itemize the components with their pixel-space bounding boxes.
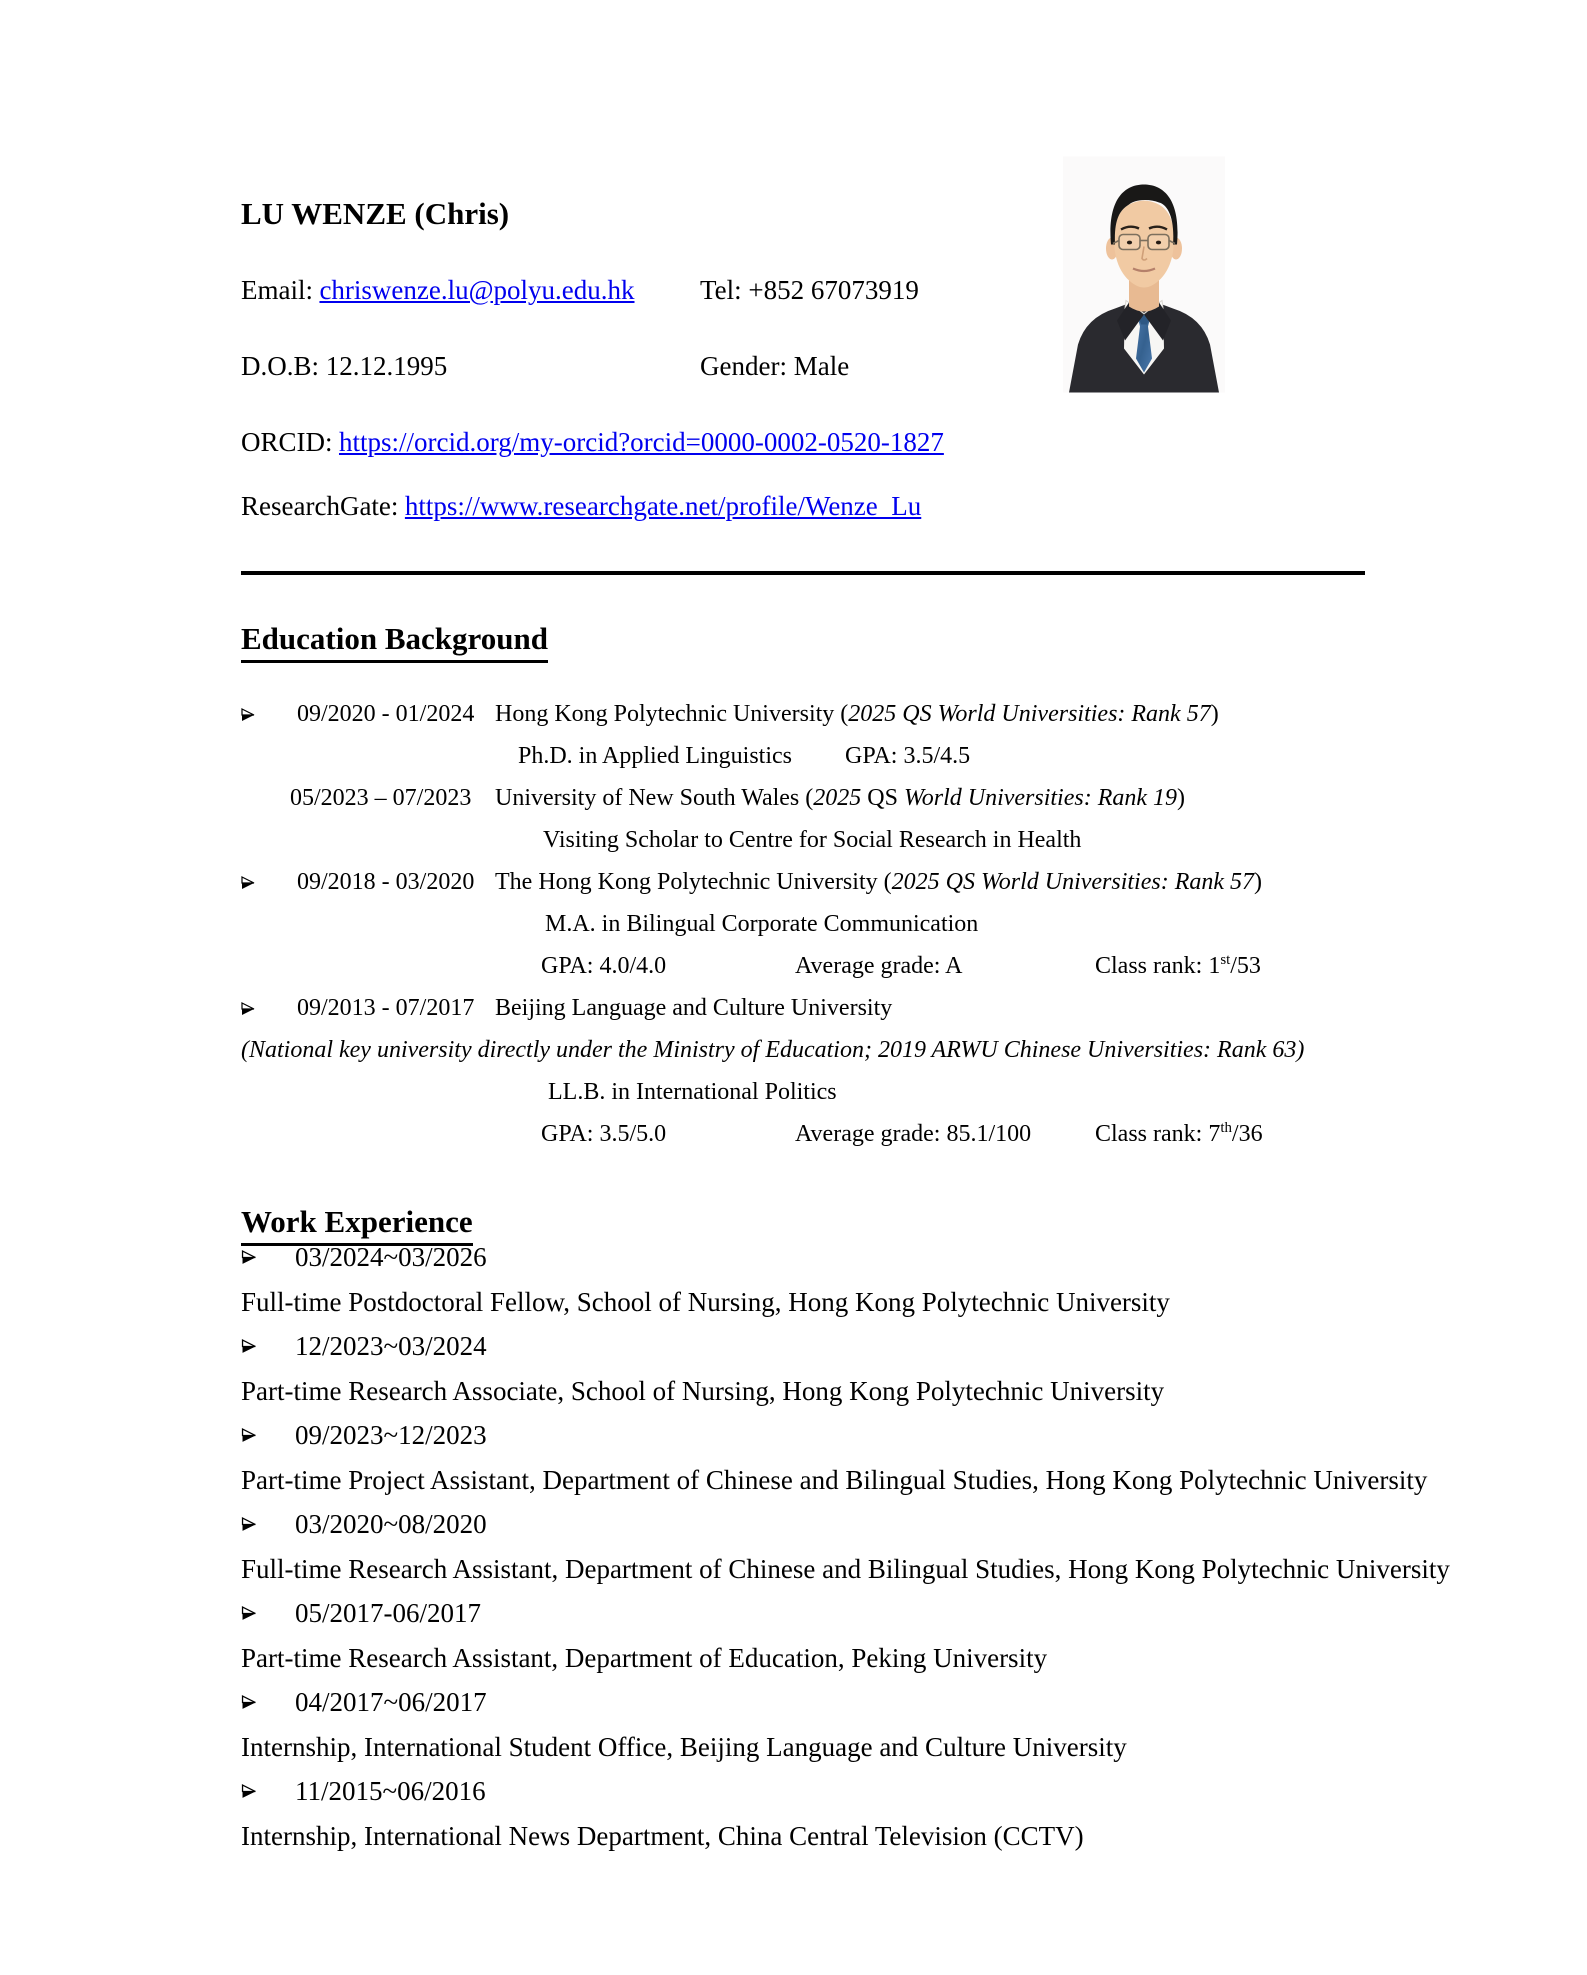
education-entry-2-institution: University of New South Wales (2025 QS World Universities: Rank 19) — [495, 785, 1186, 811]
researchgate-link[interactable]: https://www.researchgate.net/profile/Wenze_Lu — [404, 491, 922, 521]
education-entry-3-date: 09/2018 - 03/2020 — [297, 869, 475, 895]
arrow-bullet-icon — [241, 1339, 258, 1354]
work-item-5-description: Part-time Research Assistant, Department of Education, Peking University — [241, 1643, 1048, 1673]
arrow-bullet-icon — [241, 876, 256, 890]
email-label: Email: — [241, 275, 313, 305]
education-entry-4-degree: LL.B. in International Politics — [548, 1079, 837, 1105]
arrow-bullet-icon — [241, 1606, 258, 1621]
telephone: Tel: +852 67073919 — [700, 275, 919, 305]
education-entry-4-institution: Beijing Language and Culture University — [495, 995, 893, 1021]
work-item-3-description: Part-time Project Assistant, Department of Chinese and Bilingual Studies, Hong Kong Polytechnic University — [241, 1465, 1428, 1495]
education-entry-1-degree: Ph.D. in Applied Linguistics — [518, 743, 793, 769]
education-entry-3-degree: M.A. in Bilingual Corporate Communication — [545, 911, 979, 937]
education-entry-2-date: 05/2023 – 07/2023 — [290, 785, 472, 811]
education-heading: Education Background — [241, 621, 548, 663]
section-divider — [241, 571, 1365, 575]
education-entry-3-class-rank: Class rank: 1st/53 — [1095, 952, 1261, 979]
education-entry-3-gpa: GPA: 4.0/4.0 — [541, 953, 667, 979]
work-item-1-description: Full-time Postdoctoral Fellow, School of Nursing, Hong Kong Polytechnic University — [241, 1287, 1170, 1317]
work-item-6-description: Internship, International Student Office, Beijing Language and Culture University — [241, 1732, 1127, 1762]
work-item-7-date: 11/2015~06/2016 — [295, 1776, 486, 1806]
education-entry-1-date: 09/2020 - 01/2024 — [297, 701, 475, 727]
orcid-label: ORCID: — [241, 427, 333, 457]
education-entry-2-degree: Visiting Scholar to Centre for Social Research in Health — [543, 827, 1082, 853]
person-name: LU WENZE (Chris) — [241, 196, 510, 231]
education-entry-4-class-rank: Class rank: 7th/36 — [1095, 1120, 1263, 1147]
portrait-photo — [1063, 156, 1225, 393]
work-item-7-description: Internship, International News Department, China Central Television (CCTV) — [241, 1821, 1084, 1851]
work-item-2-description: Part-time Research Associate, School of Nursing, Hong Kong Polytechnic University — [241, 1376, 1165, 1406]
work-item-4-description: Full-time Research Assistant, Department of Chinese and Bilingual Studies, Hong Kong Polytechnic University — [241, 1554, 1450, 1584]
education-entry-3-average-grade: Average grade: A — [795, 953, 963, 979]
researchgate-label: ResearchGate: — [241, 491, 399, 521]
work-item-6-date: 04/2017~06/2017 — [295, 1687, 487, 1717]
gender: Gender: Male — [700, 351, 850, 381]
work-item-5-date: 05/2017-06/2017 — [295, 1598, 481, 1628]
arrow-bullet-icon — [241, 1002, 256, 1016]
education-entry-4-average-grade: Average grade: 85.1/100 — [795, 1121, 1032, 1147]
arrow-bullet-icon — [241, 1250, 258, 1265]
arrow-bullet-icon — [241, 1695, 258, 1710]
arrow-bullet-icon — [241, 1784, 258, 1799]
arrow-bullet-icon — [241, 708, 256, 722]
work-item-1-date: 03/2024~03/2026 — [295, 1242, 487, 1272]
education-entry-4-note: (National key university directly under the Ministry of Education; 2019 ARWU Chinese Universities: Rank 63) — [241, 1037, 1305, 1063]
education-entry-4-date: 09/2013 - 07/2017 — [297, 995, 475, 1021]
work-item-2-date: 12/2023~03/2024 — [295, 1331, 487, 1361]
education-entry-3-institution: The Hong Kong Polytechnic University (2025 QS World Universities: Rank 57) — [495, 869, 1263, 895]
education-entry-1-gpa: GPA: 3.5/4.5 — [845, 743, 971, 769]
arrow-bullet-icon — [241, 1517, 258, 1532]
email-link[interactable]: chriswenze.lu@polyu.edu.hk — [319, 275, 635, 305]
work-item-4-date: 03/2020~08/2020 — [295, 1509, 487, 1539]
work-heading: Work Experience — [241, 1204, 473, 1246]
education-entry-1-institution: Hong Kong Polytechnic University (2025 QS World Universities: Rank 57) — [495, 701, 1219, 727]
arrow-bullet-icon — [241, 1428, 258, 1443]
work-item-3-date: 09/2023~12/2023 — [295, 1420, 487, 1450]
education-entry-4-gpa: GPA: 3.5/5.0 — [541, 1121, 667, 1147]
orcid-link[interactable]: https://orcid.org/my-orcid?orcid=0000-0002-0520-1827 — [338, 427, 944, 457]
date-of-birth: D.O.B: 12.12.1995 — [241, 351, 448, 381]
